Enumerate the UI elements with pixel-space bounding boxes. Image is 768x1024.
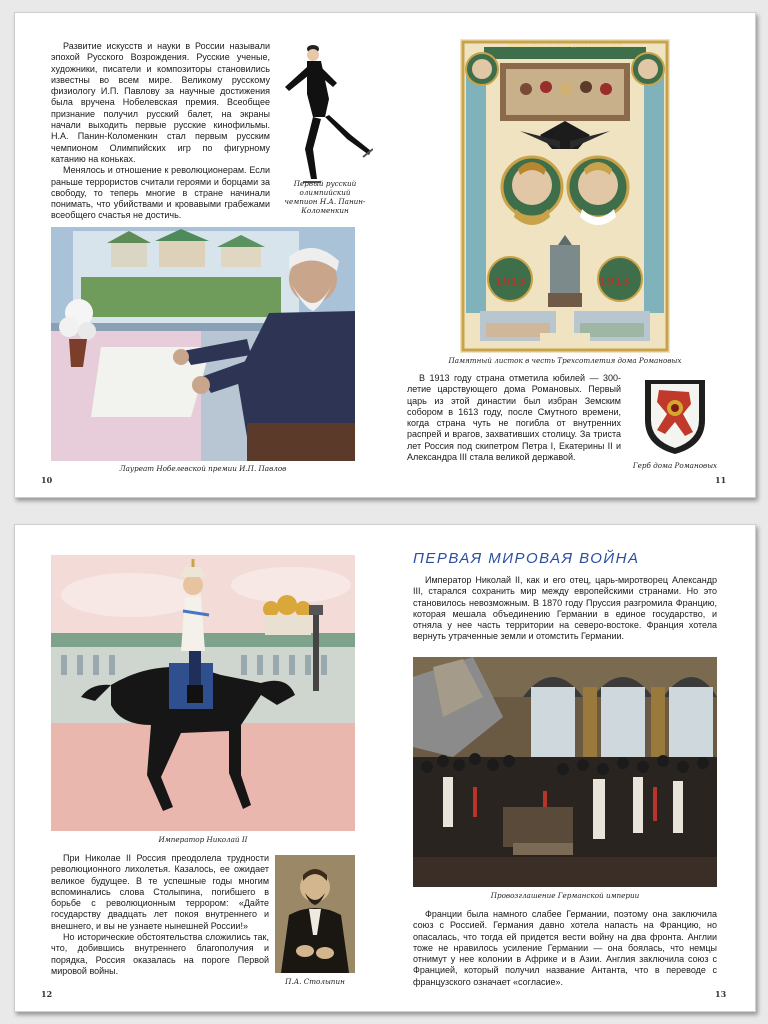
- pavlov-portrait-painting: [51, 227, 355, 461]
- stolypin-caption: П.А. Столыпин: [285, 977, 345, 986]
- text-block-russian-renaissance: [51, 41, 270, 222]
- poster-year-1613: 1613: [495, 275, 526, 288]
- romanov-tercentenary-poster: [460, 39, 670, 353]
- paragraph: Развитие искусств и науки в России называли эпохой Русского Возрождения. Русские ученые, художники, писатели и композиторы становились известны во всем мире. Великому русскому физиологу И.П. Павлову за научные достижения была вручена Нобелевская премия. Всеобщее признание получил русский балет, на экраны начали выходить первые русские кинофильмы. Н.А. Панин-Коломенкин стал первым русским чемпионом Олимпийских игр по фигурному катанию на коньках.: [51, 41, 270, 164]
- poster-title: ПАМЯТЬ ТРЕХСОТЛЕТИЯ ДОМА РОМАНОВЫХ: [507, 44, 623, 49]
- page-number-13: 13: [715, 989, 727, 999]
- proclamation-caption: Провозглашение Германской империи: [490, 891, 640, 900]
- book-spread-pages-12-13: [14, 524, 756, 1012]
- paragraph: При Николае II Россия преодолела трудности революционного лихолетья. Казалось, ее ожидает великое будущее. В те успешные годы многим вспоминались слова Столыпина, погибшего в борьбе с революционным террором: «Дайте государству двадцать лет покоя внутреннего и внешнего, и вы не узнаете нынешней России!»: [51, 853, 269, 931]
- poster-caption: Памятный листок в честь Трехсотлетия дома Романовых: [448, 356, 682, 365]
- pavlov-caption: Лауреат Нобелевской премии И.П. Павлов: [119, 464, 287, 473]
- book-spread-pages-10-11: [14, 12, 756, 498]
- text-block-nicholas-ii: [51, 853, 269, 977]
- paragraph: Менялось и отношение к революционерам. Если раньше террористов считали героями и борцами за свободу, то теперь многие в стране начинали понимать, что убийствами и кровавыми грабежами всеобщего счастья не достичь.: [51, 165, 270, 221]
- text-block-ww1-intro: [413, 575, 717, 643]
- page-number-10: 10: [41, 475, 53, 485]
- page-number-11: 11: [715, 475, 727, 485]
- stolypin-photo: [275, 855, 355, 973]
- poster-year-1913: 1913: [599, 275, 630, 288]
- text-block-entente: [413, 909, 717, 988]
- paragraph: Франции была намного слабее Германии, поэтому она заключила союз с Россией. Германия давно хотела напасть на Францию, но опасалась, что тогда ей придется вести войну на два фронта. Англии тоже не нравилось усиление Германии — она боялась, что немцы отнимут у нее колонии в Африке и в Азии. Англия заключила союз с Францией, который получил название Антанта, что в переводе с французского означает «согласие».: [413, 909, 717, 987]
- paragraph: Но исторические обстоятельства сложились так, что, добившись внутреннего благополучия и порядка, Россия оказалась на пороге Первой мировой войны.: [51, 932, 269, 976]
- skater-illustration: [277, 39, 373, 189]
- skater-caption: Первый русский олимпийский чемпион Н.А. Панин-Коломенкин: [284, 179, 366, 215]
- emperor-caption: Император Николай II: [158, 835, 248, 844]
- paragraph: Император Николай II, как и его отец, царь-миротворец Александр III, старался сохранить мир между европейскими странами. Но это становилось невозможным. В 1870 году Пруссия разгромила Францию, которая мешала объединению Германии в единое государство, и отняла у нее часть территории на северо-востоке. Франция хотела вернуть утраченные земли и отомстить Германии.: [413, 575, 717, 642]
- chapter-heading: ПЕРВАЯ МИРОВАЯ ВОЙНА: [413, 550, 640, 567]
- paragraph: В 1913 году страна отметила юбилей — 300-летие царствующего дома Романовых. Первый царь из этой династии был избран Земским собором в 1613 году, после Смутного времени, когда страна чуть не погибла от внутренних распрей и врагов, захвативших столицу. За триста лет Россия под скипетром Петра I, Екатерины II и Александра III стала великой державой.: [407, 373, 621, 463]
- emperor-nicholas-painting: [51, 555, 355, 831]
- romanov-coat-of-arms: [637, 374, 713, 456]
- text-block-tercentenary: [407, 373, 621, 463]
- page-number-12: 12: [41, 989, 53, 999]
- proclamation-german-empire-painting: [413, 657, 717, 887]
- coat-caption: Герб дома Романовых: [632, 461, 718, 470]
